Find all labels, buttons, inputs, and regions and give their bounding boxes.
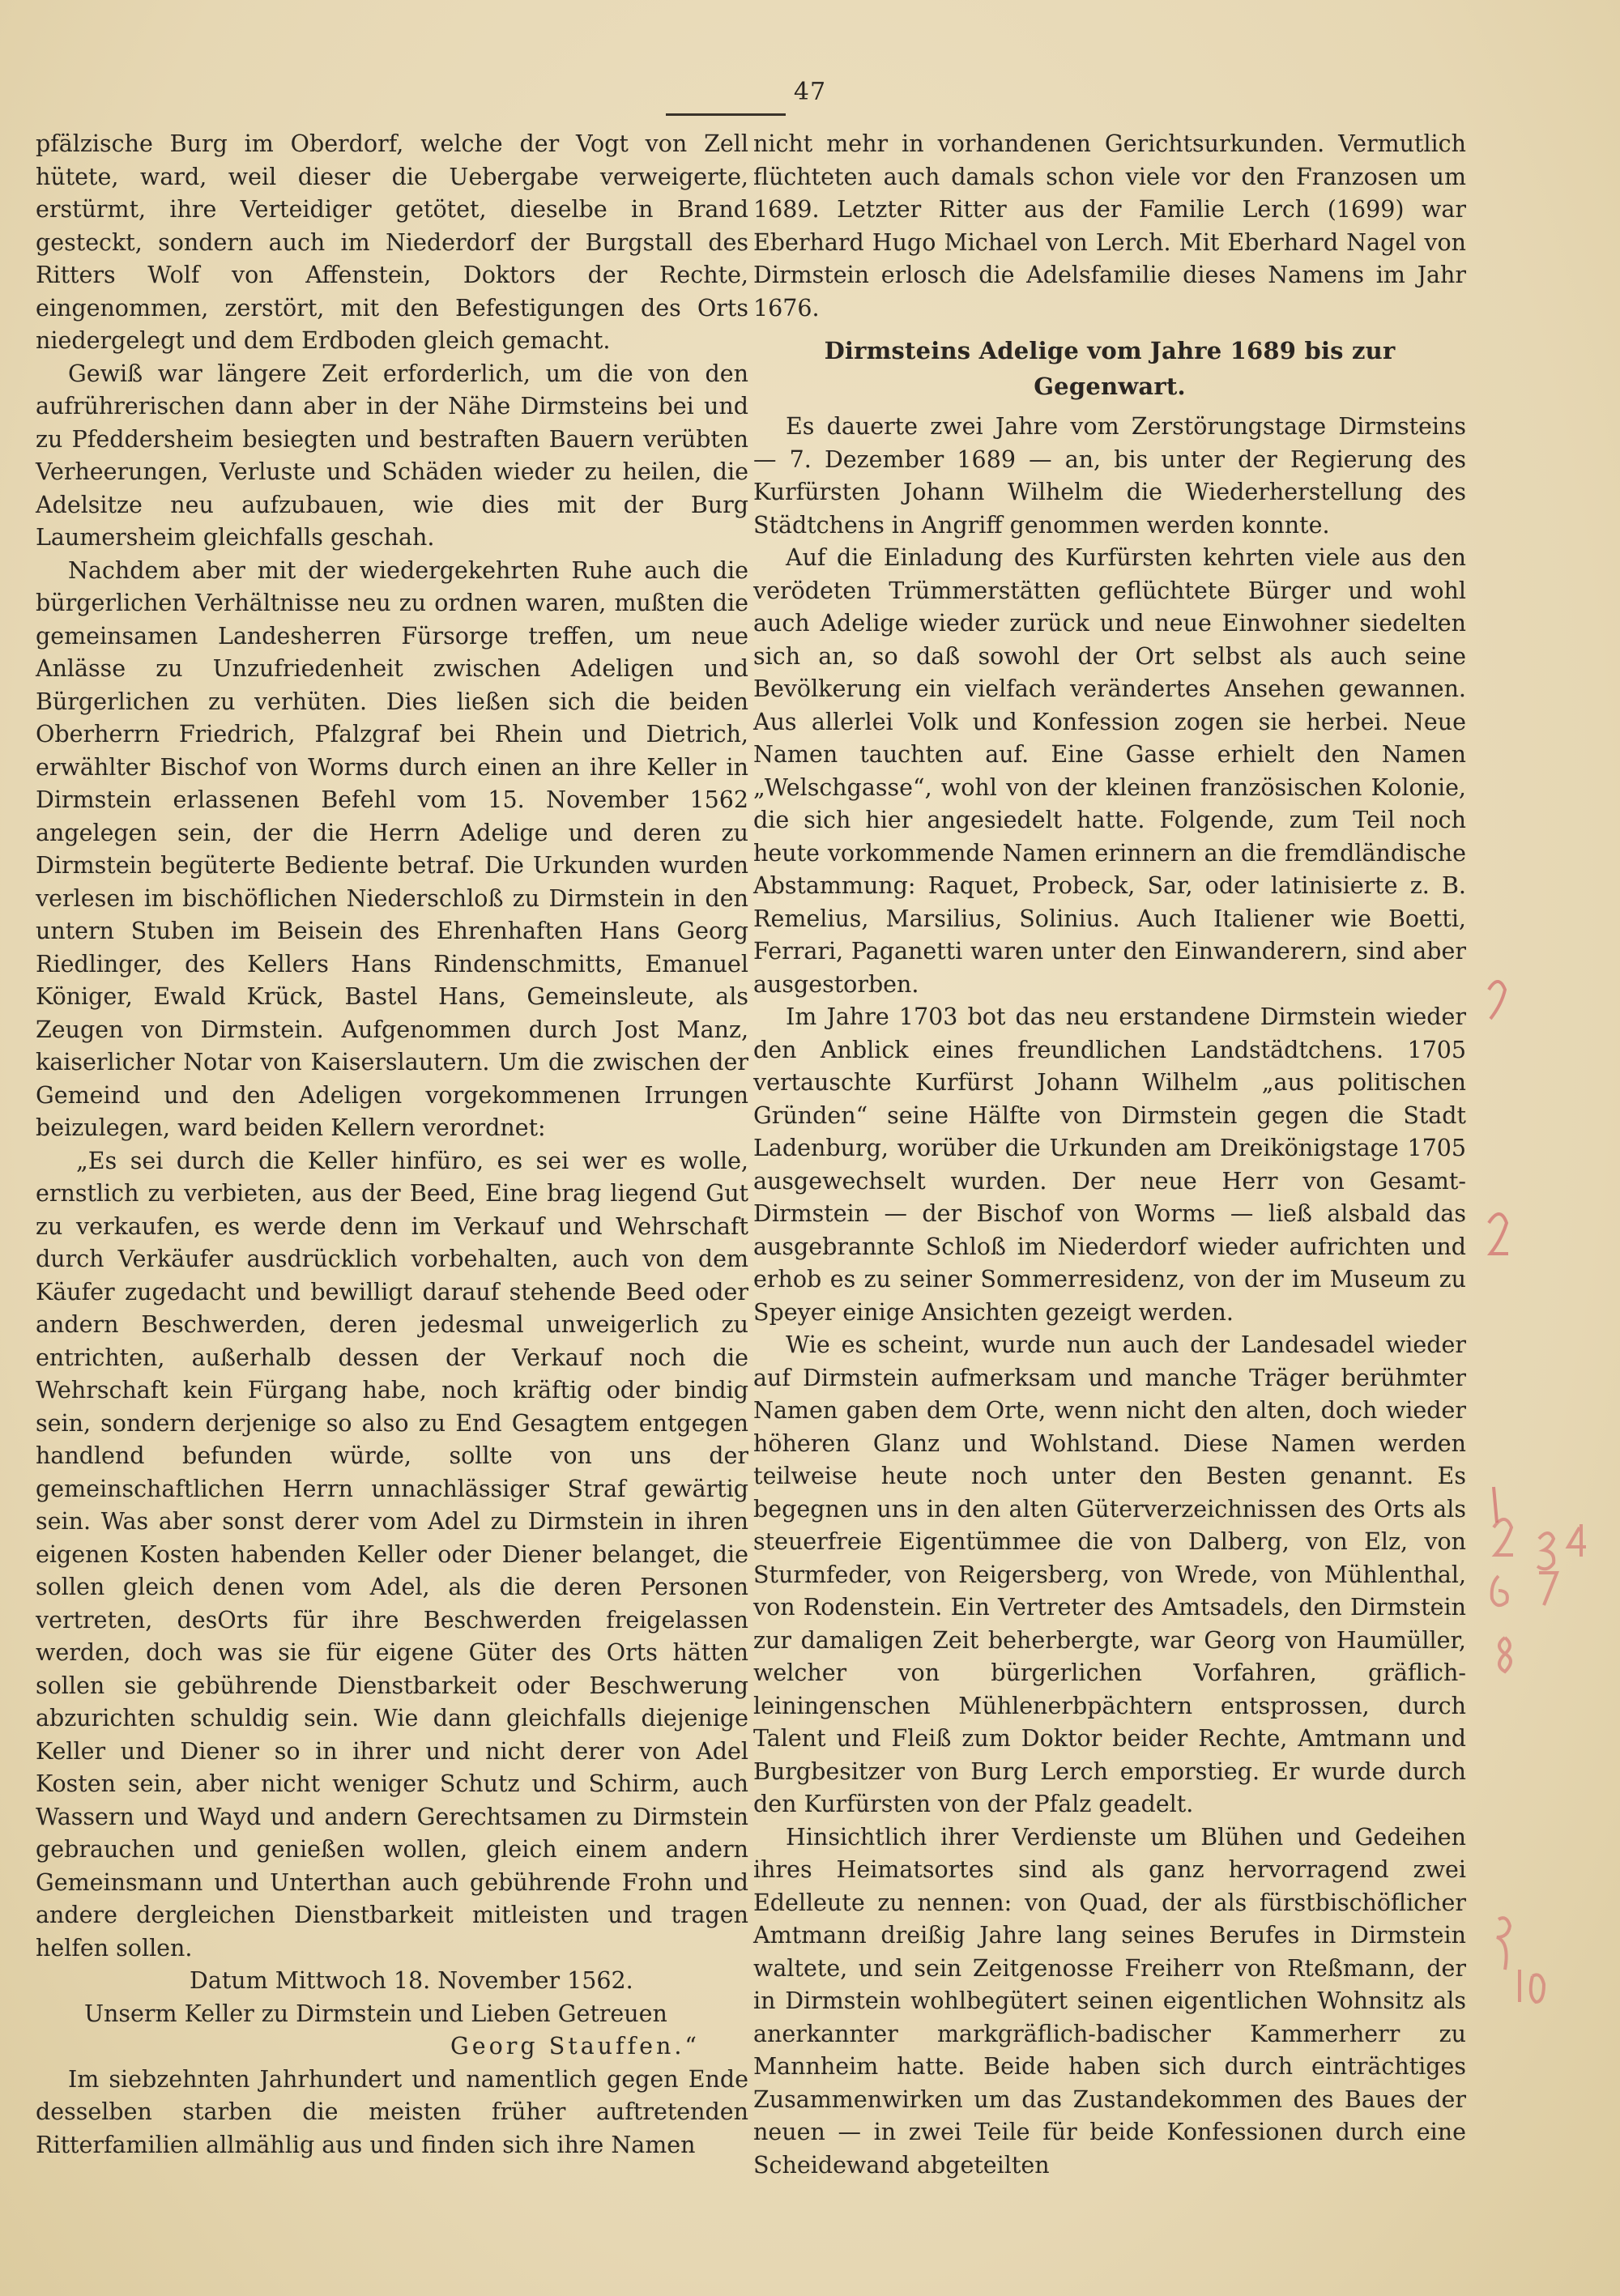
decree-quote: [36, 1145, 748, 1966]
margin-mark: [1492, 1573, 1557, 1605]
margin-mark: [1494, 1487, 1497, 1523]
paragraph: Nachdem aber mit der wiedergekehrten Ruhe auch die bürgerlichen Verhältnisse neu zu ordnen waren, mußten die gemeinsamen Landesherren Fürsorge treffen, um neue Anlässe zu Unzufriedenheit zwischen Adeligen und Bürgerlichen zu verhüten. Dies ließen sich die beiden Oberherrn Friedrich, Pfalzgraf bei Rhein und Dietrich, erwählter Bischof von Worms durch einen an ihre Keller in Dirmstein erlassenen Befehl vom 15. November 1562 angelegen sein, der die Herrn Adelige und deren zu Dirmstein begüterte Bediente betraf. Die Urkunden wurden verlesen im bischöflichen Niederschloß zu Dirmstein in den untern Stuben im Beisein des Ehrenhaften Hans Georg Riedlinger, des Kellers Hans Rindenschmitts, Emanuel Königer, Ewald Krück, Bastel Hans, Gemeinsleute, als Zeugen von Dirmstein. Aufgenommen durch Jost Manz, kaiserlicher Notar von Kaiserslautern. Um die zwischen der Gemeind und den Adeligen vorgekommenen Irrungen beizulegen, ward beiden Kellern verordnet:: [36, 556, 748, 1141]
decree-signature: Georg Stauffen.“: [450, 2033, 700, 2060]
paragraph: Im siebzehnten Jahrhundert und namentlich gegen Ende desselben starben die meisten früher auftretenden Ritterfamilien allmählig aus und finden sich ihre Namen: [36, 2065, 748, 2158]
right-column: [753, 128, 1466, 2182]
section-heading: Dirmsteins Adelige vom Jahre 1689 bis zur Gegenwart.: [824, 337, 1396, 400]
margin-mark: [1494, 1519, 1586, 1569]
margin-mark: [1499, 1638, 1511, 1672]
paragraph: Auf die Einladung des Kurfürsten kehrten viele aus den verödeten Trümmerstätten geflüchtete Bürger und wohl auch Adelige wieder zurück und neue Einwohner siedelten sich an, so daß sowohl der Ort selbst als auch seine Bevölkerung ein vielfach verändertes Ansehen gewannen. Aus allerlei Volk und Konfession zogen sie herbei. Neue Namen tauchten auf. Eine Gasse erhielt den Namen „Welschgasse“, wohl von der kleinen französischen Kolonie, die sich hier angesiedelt hatte. Folgende, zum Teil noch heute vorkommende Namen erinnern an die fremdländische Abstammung: Raquet, Probeck, Sar, oder latinisierte z. B. Remelius, Marsilius, Solinius. Auch Italiener wie Boetti, Ferrari, Paganetti waren unter den Einwanderern, sind aber ausgestorben.: [753, 544, 1466, 998]
decree-date: Datum Mittwoch 18. November 1562.: [190, 1967, 633, 1994]
page-number-rule: [666, 113, 786, 116]
left-column: [36, 128, 748, 2162]
margin-mark: [1489, 1214, 1508, 1254]
paragraph: Im Jahre 1703 bot das neu erstandene Dirmstein wieder den Anblick eines freundlichen Landstädtchens. 1705 vertauschte Kurfürst Johann Wilhelm „aus politischen Gründen“ seine Hälfte von Dirmstein gegen die Stadt Ladenburg, worüber die Urkunden am Dreikönigstage 1705 ausgewechselt wurden. Der neue Herr von Gesamt-Dirmstein — der Bischof von Worms — ließ alsbald das ausgebrannte Schloß im Niederdorf wieder aufrichten und erhob es zu seiner Sommerresidenz, von der im Museum zu Speyer einige Ansichten gezeigt werden.: [753, 1003, 1466, 1326]
decree-address: Unserm Keller zu Dirmstein und Lieben Getreuen: [84, 2000, 667, 2027]
paragraph: Gewiß war längere Zeit erforderlich, um die von den aufrührerischen dann aber in der Nähe Dirmsteins bei und zu Pfeddersheim besiegten und bestraften Bauern verübten Verheerungen, Verluste und Schäden wieder zu heilen, die Adelsitze neu aufzubauen, wie dies mit der Burg Laumersheim gleichfalls geschah.: [36, 360, 748, 551]
paragraph: pfälzische Burg im Oberdorf, welche der Vogt von Zell hütete, ward, weil dieser die Uebergabe verweigerte, erstürmt, ihre Verteidiger getötet, dieselbe in Brand gesteckt, sondern auch im Niederdorf der Burgstall des Ritters Wolf von Affenstein, Doktors der Rechte, eingenommen, zerstört, mit den Befestigungen des Orts niedergelegt und dem Erdboden gleich gemacht.: [36, 130, 748, 354]
margin-mark: [1489, 982, 1505, 1019]
quote-text: „Es sei durch die Keller hinfüro, es sei wer es wolle, ernstlich zu verbieten, aus der Beed, Eine brag liegend Gut zu verkaufen, es werde denn im Verkauf und Wehrschaft durch Verkäufer ausdrücklich vorbehalten, auch von dem Käufer zugedacht und bewilligt darauf stehende Beed oder andern Beschwerden, deren jedesmal unweigerlich zu entrichten, außerhalb dessen der Verkauf noch die Wehrschaft kein Fürgang habe, noch kräftig oder bindig sein, sondern derjenige so also zu End Gesagtem entgegen handlend befunden würde, sollte von uns der gemeinschaftlichen Herrn unnachlässiger Straf gewärtig sein. Was aber sonst derer vom Adel zu Dirmstein in ihren eigenen Kosten habenden Keller oder Diener belanget, die sollen gleich denen vom Adel, als die deren Personen vertreten, desOrts für ihre Beschwerden freigelassen werden, doch was sie für eigene Güter des Orts hätten sollen sie gebührende Dienstbarkeit oder Beschwerung abzurichten schuldig sein. Wie dann gleichfalls diejenige Keller und Diener so in ihrer und nicht derer von Adel Kosten sein, aber nicht weniger Schutz und Schirm, auch Wassern und Wayd und andern Gerechtsamen zu Dirmstein gebrauchen und genießen wollen, gleich einem andern Gemeinsmann und Unterthan auch gebührende Frohn und andere dergleichen Dienstbarkeit mitleisten und tragen helfen sollen.: [36, 1147, 748, 1962]
paragraph: nicht mehr in vorhandenen Gerichtsurkunden. Vermutlich flüchteten auch damals schon viele vor den Franzosen um 1689. Letzter Ritter aus der Familie Lerch (1699) war Eberhard Hugo Michael von Lerch. Mit Eberhard Nagel von Dirmstein erlosch die Adelsfamilie dieses Namens im Jahr 1676.: [753, 130, 1466, 322]
paragraph: Es dauerte zwei Jahre vom Zerstörungstage Dirmsteins — 7. Dezember 1689 — an, bis unter der Regierung des Kurfürsten Johann Wilhelm die Wiederherstellung des Städtchens in Angriff genommen werden konnte.: [753, 413, 1466, 539]
paragraph: Hinsichtlich ihrer Verdienste um Blühen und Gedeihen ihres Heimatsortes sind als ganz hervorragend zwei Edelleute zu nennen: von Quad, der als fürstbischöflicher Amtmann dreißig Jahre lang seines Berufes in Dirmstein waltete, und sein Zeitgenosse Freiherr von Rteßmann, der in Dirmstein wohlbegütert seinen eigentlichen Wohnsitz als anerkannter markgräflich-badischer Kammerherr zu Mannheim hatte. Beide haben sich durch einträchtiges Zusammenwirken um das Zustandekommen des Baues der neuen — in zwei Teile für beide Konfessionen durch eine Scheidewand abgeteilten: [753, 1823, 1466, 2179]
margin-mark: [1497, 1918, 1510, 1970]
paragraph: Wie es scheint, wurde nun auch der Landesadel wieder auf Dirmstein aufmerksam und manche Träger berühmter Namen gaben dem Orte, wenn nicht den alten, doch wieder höheren Glanz und Wohlstand. Diese Namen werden teilweise heute noch unter den Besten genannt. Es begegnen uns in den alten Güterverzeichnissen des Orts als steuerfreie Eigentümmee die von Dalberg, von Elz, von Sturmfeder, von Reigersberg, von Wrede, von Mühlenthal, von Rodenstein. Ein Vertreter des Amtsadels, den Dirmstein zur damaligen Zeit beherbergte, war Georg von Haumüller, welcher von bürgerlichen Vorfahren, gräflich-leiningenschen Mühlenerbpächtern entsprossen, durch Talent und Fleiß zum Doktor beider Rechte, Amtmann und Burgbesitzer von Burg Lerch emporstieg. Er wurde durch den Kurfürsten von der Pfalz geadelt.: [753, 1331, 1466, 1817]
margin-mark: [1520, 1970, 1544, 2002]
page-number: 47: [793, 78, 827, 106]
